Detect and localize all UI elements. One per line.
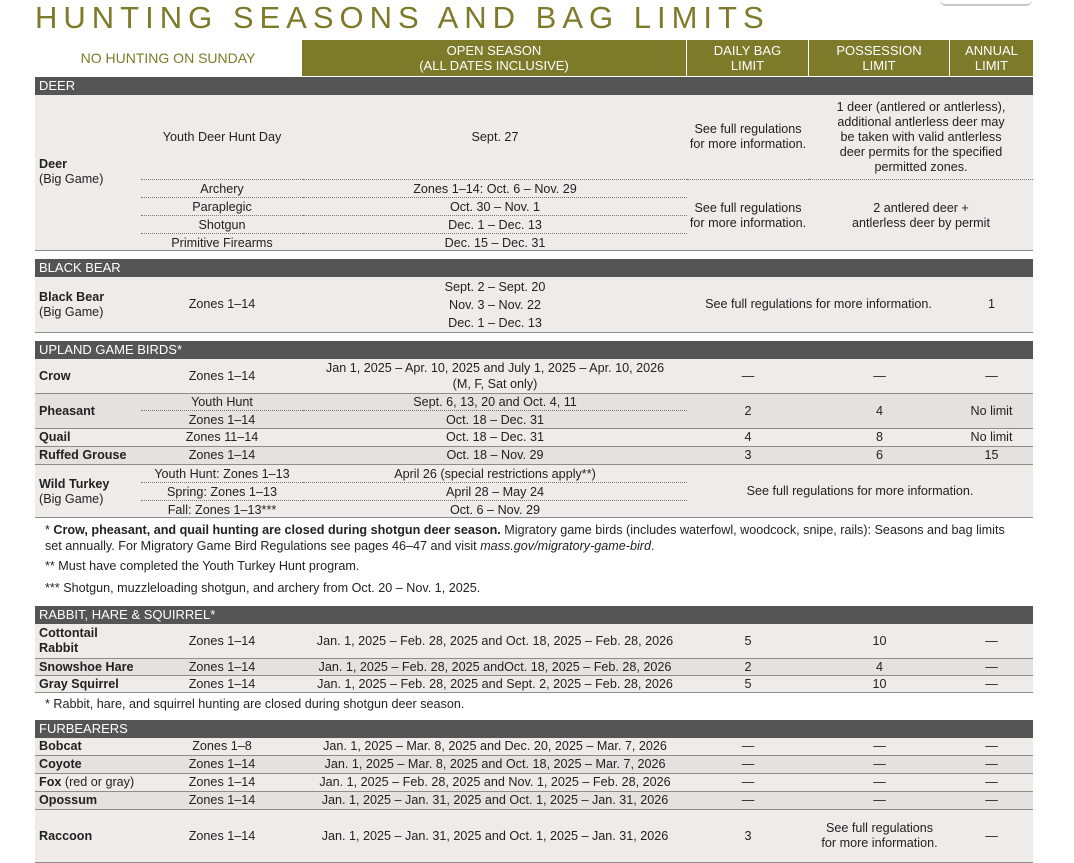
page-title: HUNTING SEASONS AND BAG LIMITS [35,0,770,35]
header-annual-line1: ANNUAL [965,43,1018,58]
section-black-bear: BLACK BEAR [35,259,1033,277]
bear-date-2: Nov. 3 – Nov. 22 [449,297,541,312]
note-star: * [45,523,50,537]
pheasant-date-2: Oct. 18 – Dec. 31 [445,412,544,427]
turkey-label-1: Youth Hunt: Zones 1–13 [141,465,303,483]
bobcat-name: Bobcat [39,739,82,753]
crow-row [35,359,1033,394]
pheasant-label-2: Zones 1–14 [188,412,256,427]
fur-row-raccoon [35,810,1033,863]
bear-info: See full regulations for more information. [705,297,932,311]
raccoon-date: Jan. 1, 2025 – Jan. 31, 2025 and Oct. 1, 2025 – Jan. 31, 2026 [321,828,669,843]
deer-primitive-label: Primitive Firearms [171,235,273,250]
turkey-row [35,465,1033,518]
coyote-annual: — [985,757,998,771]
fur-row-fox [35,774,1033,792]
crow-annual: — [985,368,998,383]
rabbit-row-squirrel [35,676,1033,693]
fox-zones: Zones 1–14 [188,775,256,789]
squirrel-daily: 5 [744,676,752,691]
header-annual-line2: LIMIT [974,58,1009,73]
squirrel-date: Jan. 1, 2025 – Feb. 28, 2025 and Sept. 2, 2025 – Feb. 28, 2026 [317,676,673,691]
deer-season-possession-text: 2 antlered deer + antlerless deer by permit [852,200,990,230]
turkey-labels [141,465,303,518]
fox-date: Jan. 1, 2025 – Feb. 28, 2025 and Nov. 1, 2025 – Feb. 28, 2026 [319,775,671,789]
coyote-daily: — [741,757,755,771]
cottontail-daily: 5 [744,633,752,648]
pheasant-labels [141,394,303,428]
section-rabbit: RABBIT, HARE & SQUIRREL* [35,606,1033,624]
opossum-zones: Zones 1–14 [188,793,256,807]
header-open-season-line1: OPEN SEASON [446,43,542,58]
header-annual [949,40,1033,76]
quail-date: Oct. 18 – Dec. 31 [445,430,544,444]
bear-row [35,277,1033,333]
header-daily-bag [686,40,808,76]
pheasant-name: Pheasant [39,403,95,418]
deer-sub: (Big Game) [39,172,104,186]
cottontail-annual: — [985,633,998,648]
quail-zones: Zones 11–14 [185,430,259,444]
deer-youth-label: Youth Deer Hunt Day [141,95,303,180]
deer-primitive-date: Dec. 15 – Dec. 31 [444,235,546,250]
opossum-possession: — [873,793,886,807]
fur-row-bobcat [35,738,1033,756]
deer-season-daily: See full regulations for more information. [689,200,807,230]
deer-paraplegic-date: Oct. 30 – Nov. 1 [303,198,687,216]
bobcat-annual: — [985,739,998,753]
no-sunday-label: NO HUNTING ON SUNDAY [80,50,256,66]
deer-archery-date: Zones 1–14: Oct. 6 – Nov. 29 [303,180,687,198]
deer-name: Deer [39,157,68,171]
crow-dates [303,359,687,393]
note-1-rest: Migratory game birds (includes waterfowl, woodcock, snipe, rails): Seasons and bag limits set annually. For Migratory Game Bird Regulations see pages 46–47 and visit [45,523,1005,553]
bobcat-possession: — [873,739,886,753]
pheasant-dates [303,394,687,428]
grouse-date: Oct. 18 – Nov. 29 [446,448,544,462]
section-furbearers: FURBEARERS [35,720,1033,738]
turkey-date-1: April 26 (special restrictions apply**) [303,465,687,483]
pheasant-daily: 2 [744,403,752,418]
deer-season-possession [809,180,1033,251]
bear-name: Black Bear [39,289,105,304]
deer-block [35,95,1033,251]
raccoon-zones: Zones 1–14 [188,828,256,843]
turkey-date-2: April 28 – May 24 [303,483,687,501]
rabbit-row-hare [35,659,1033,676]
coyote-date: Jan. 1, 2025 – Mar. 8, 2025 and Oct. 18, 2025 – Mar. 7, 2026 [324,757,666,771]
hare-annual: — [985,659,998,674]
quail-name: Quail [39,430,71,444]
header-open-season-line2: (ALL DATES INCLUSIVE) [419,58,569,73]
squirrel-zones: Zones 1–14 [188,676,256,691]
pheasant-annual: No limit [970,403,1013,418]
bobcat-daily: — [741,739,755,753]
crow-zones: Zones 1–14 [188,368,256,383]
upland-note-1 [35,518,1033,556]
note-1-link[interactable]: mass.gov/migratory-game-bird [480,539,651,553]
upland-notes [35,518,1033,598]
raccoon-name: Raccoon [39,828,93,843]
quail-daily: 4 [744,430,752,444]
deer-season-dates [303,180,687,251]
hare-possession: 4 [875,659,883,674]
deer-youth-possession [809,95,1033,180]
note-1-end: . [650,539,655,553]
note-1-bold: Crow, pheasant, and quail hunting are closed during shotgun deer season. [53,523,501,537]
header-daily-line2: LIMIT [730,58,765,73]
grouse-possession: 6 [875,448,883,462]
grouse-annual: 15 [984,448,999,462]
table-header [35,40,1033,77]
deer-season-labels [141,180,303,251]
crow-date-1: Jan 1, 2025 – Apr. 10, 2025 and July 1, 2025 – Apr. 10, 2026 [325,361,665,375]
deer-youth-daily: See full regulations for more information. [687,95,809,180]
opossum-annual: — [985,793,998,807]
hare-zones: Zones 1–14 [188,659,256,674]
rabbit-row-cottontail [35,624,1033,659]
pheasant-label-1: Youth Hunt [141,394,303,411]
opossum-name: Opossum [39,793,98,807]
turkey-name: Wild Turkey [39,476,110,491]
grouse-name: Ruffed Grouse [39,448,127,462]
squirrel-annual: — [985,676,998,691]
hare-daily: 2 [744,659,752,674]
hare-name: Snowshoe Hare [39,659,134,674]
turkey-date-3: Oct. 6 – Nov. 29 [449,502,541,517]
cottontail-date: Jan. 1, 2025 – Feb. 28, 2025 and Oct. 18, 2025 – Feb. 28, 2026 [316,633,674,648]
grouse-row [35,447,1033,465]
bear-date-1: Sept. 2 – Sept. 20 [444,279,546,294]
header-possession-line2: LIMIT [862,58,896,73]
pheasant-date-1: Sept. 6, 13, 20 and Oct. 4, 11 [303,394,687,411]
bear-sub: (Big Game) [39,304,104,319]
section-deer: DEER [35,77,1033,95]
upland-note-3: *** Shotgun, muzzleloading shotgun, and archery from Oct. 20 – Nov. 1, 2025. [45,581,481,595]
fox-sub: (red or gray) [64,775,135,789]
header-open-season [301,40,686,76]
turkey-dates [303,465,687,518]
header-daily-line1: DAILY BAG [713,43,782,58]
header-possession [808,40,949,76]
turkey-info: See full regulations for more information. [746,484,974,498]
grouse-daily: 3 [744,448,752,462]
opossum-date: Jan. 1, 2025 – Jan. 31, 2025 and Oct. 1, 2025 – Jan. 31, 2026 [321,793,669,807]
deer-shotgun-label: Shotgun [141,216,303,234]
raccoon-possession: See full regulations for more information. [821,821,938,850]
coyote-name: Coyote [39,757,82,771]
quail-row [35,429,1033,447]
crow-daily: — [741,368,755,383]
opossum-daily: — [741,793,755,807]
bear-zones: Zones 1–14 [188,297,256,311]
turkey-name-cell [35,465,141,518]
fox-possession: — [873,775,886,789]
quail-possession: 8 [875,430,883,444]
seasons-table [35,40,1033,863]
fox-name: Fox [39,775,62,789]
page-corner-decoration [940,0,1032,6]
squirrel-name: Gray Squirrel [39,676,119,691]
cottontail-zones: Zones 1–14 [188,633,256,648]
raccoon-annual: — [985,828,998,843]
fox-annual: — [985,775,998,789]
coyote-zones: Zones 1–14 [188,757,256,771]
deer-archery-label: Archery [141,180,303,198]
deer-youth-date: Sept. 27 [303,95,687,180]
quail-annual: No limit [970,430,1013,444]
turkey-label-2: Spring: Zones 1–13 [141,483,303,501]
crow-possession: — [873,368,886,383]
cottontail-possession: 10 [872,633,887,648]
fur-row-coyote [35,756,1033,774]
squirrel-possession: 10 [872,676,887,691]
deer-shotgun-date: Dec. 1 – Dec. 13 [303,216,687,234]
fox-name-cell [35,774,141,791]
bear-date-3: Dec. 1 – Dec. 13 [448,315,542,330]
upland-note-2: ** Must have completed the Youth Turkey Hunt program. [45,559,360,573]
pheasant-possession: 4 [875,403,883,418]
raccoon-daily: 3 [744,828,752,843]
crow-name: Crow [39,368,71,383]
fur-row-opossum [35,792,1033,810]
section-upland-birds: UPLAND GAME BIRDS* [35,341,1033,359]
rabbit-note: * Rabbit, hare, and squirrel hunting are closed during shotgun deer season. [45,697,465,711]
fox-daily: — [741,775,755,789]
turkey-label-3: Fall: Zones 1–13*** [167,502,277,517]
grouse-zones: Zones 1–14 [188,448,256,462]
bear-name-cell [35,277,141,332]
hare-date: Jan. 1, 2025 – Feb. 28, 2025 andOct. 18, 2025 – Feb. 28, 2026 [318,659,672,674]
pheasant-row [35,394,1033,429]
deer-name-cell [35,95,141,251]
bobcat-zones: Zones 1–8 [192,739,252,753]
crow-date-2: (M, F, Sat only) [452,377,538,391]
deer-youth-possession-text: 1 deer (antlered or antlerless), additional antlerless deer may be taken with valid antlerless deer permits for the specified permitted zones. [836,99,1006,174]
bobcat-date: Jan. 1, 2025 – Mar. 8, 2025 and Dec. 20, 2025 – Mar. 7, 2026 [323,739,667,753]
cottontail-name: Cottontail Rabbit [39,626,98,655]
header-possession-line1: POSSESSION [836,43,922,58]
bear-annual: 1 [987,297,995,311]
coyote-possession: — [873,757,886,771]
deer-paraplegic-label: Paraplegic [141,198,303,216]
bear-dates [303,277,687,332]
turkey-sub: (Big Game) [39,491,104,506]
